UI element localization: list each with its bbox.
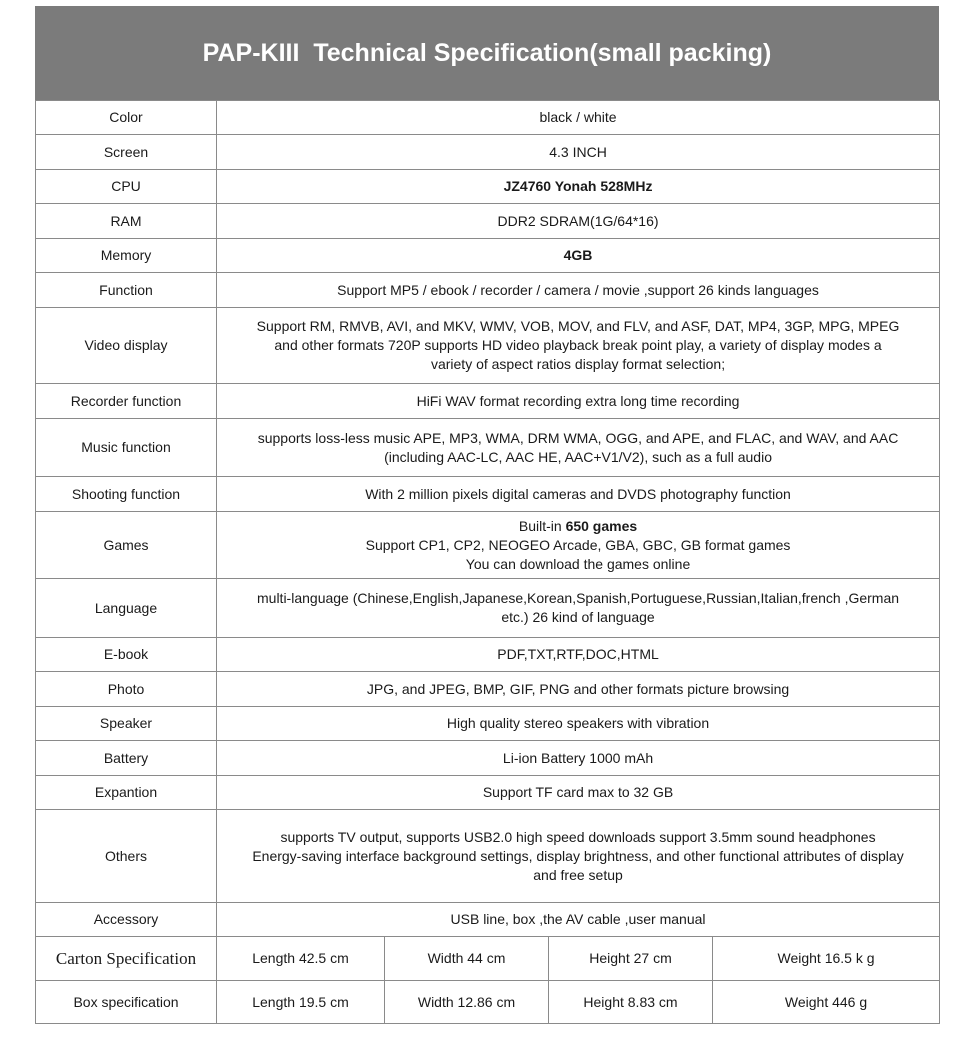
table-row	[36, 239, 940, 273]
row-label: Games	[36, 512, 217, 579]
table-row	[36, 308, 940, 384]
value-line: multi-language (Chinese,English,Japanese,Korean,Spanish,Portuguese,Russian,Italian,french ,German	[257, 590, 900, 606]
table-row	[36, 170, 940, 204]
table-row	[36, 135, 940, 170]
page-title: PAP-KIII Technical Specification(small packing)	[35, 6, 939, 100]
row-label: Function	[36, 273, 217, 308]
carton-height: Height 27 cm	[549, 937, 713, 981]
table-row	[36, 273, 940, 308]
table-row	[36, 810, 940, 903]
carton-label: Carton Specification	[36, 937, 217, 981]
row-label: Shooting function	[36, 477, 217, 512]
value-line: You can download the games online	[465, 555, 691, 572]
row-value: With 2 million pixels digital cameras and DVDS photography function	[217, 477, 940, 512]
row-label: Screen	[36, 135, 217, 170]
row-value: Li-ion Battery 1000 mAh	[217, 741, 940, 776]
box-spec-row	[36, 981, 940, 1024]
table-row	[36, 707, 940, 741]
box-label: Box specification	[36, 981, 217, 1024]
row-value: 4GB	[217, 239, 940, 273]
spec-table	[35, 100, 940, 1024]
table-row	[36, 101, 940, 135]
value-line: etc.) 26 kind of language	[501, 609, 655, 625]
spec-sheet	[35, 6, 939, 1024]
carton-length: Length 42.5 cm	[217, 937, 385, 981]
table-row	[36, 384, 940, 419]
table-row	[36, 672, 940, 707]
row-value	[217, 512, 940, 579]
table-row	[36, 741, 940, 776]
row-label: CPU	[36, 170, 217, 204]
row-label: RAM	[36, 204, 217, 239]
table-row	[36, 204, 940, 239]
row-label: Accessory	[36, 903, 217, 937]
table-row	[36, 903, 940, 937]
row-label: Music function	[36, 419, 217, 477]
row-label: Color	[36, 101, 217, 135]
value-line: Support CP1, CP2, NEOGEO Arcade, GBA, GBC, GB format games	[365, 536, 791, 553]
row-label: Language	[36, 579, 217, 638]
row-value: High quality stereo speakers with vibration	[217, 707, 940, 741]
value-line: and free setup	[533, 866, 623, 883]
table-row	[36, 776, 940, 810]
row-value	[217, 810, 940, 903]
value-line: supports loss-less music APE, MP3, WMA, DRM WMA, OGG, and APE, and FLAC, and WAV, and AAC	[257, 429, 899, 446]
row-label: Memory	[36, 239, 217, 273]
row-value: Support MP5 / ebook / recorder / camera / movie ,support 26 kinds languages	[217, 273, 940, 308]
row-value: HiFi WAV format recording extra long time recording	[217, 384, 940, 419]
value-line: and other formats 720P supports HD video playback break point play, a variety of display modes a	[274, 337, 882, 353]
row-label: Battery	[36, 741, 217, 776]
row-value: Support TF card max to 32 GB	[217, 776, 940, 810]
row-value: JPG, and JPEG, BMP, GIF, PNG and other formats picture browsing	[217, 672, 940, 707]
value-line: Energy-saving interface background settings, display brightness, and other functional attributes of display	[252, 847, 904, 864]
row-label: Video display	[36, 308, 217, 384]
row-value: USB line, box ,the AV cable ,user manual	[217, 903, 940, 937]
row-label: Others	[36, 810, 217, 903]
value-line: (including AAC-LC, AAC HE, AAC+V1/V2), such as a full audio	[384, 448, 772, 465]
table-row	[36, 512, 940, 579]
table-row	[36, 419, 940, 477]
row-label: Recorder function	[36, 384, 217, 419]
value-line: Support RM, RMVB, AVI, and MKV, WMV, VOB, MOV, and FLV, and ASF, DAT, MP4, 3GP, MPG, MPEG	[256, 318, 900, 334]
carton-width: Width 44 cm	[385, 937, 549, 981]
box-weight: Weight 446 g	[713, 981, 940, 1024]
table-row	[36, 477, 940, 512]
row-label: Photo	[36, 672, 217, 707]
row-value: 4.3 INCH	[217, 135, 940, 170]
value-line	[223, 517, 933, 536]
row-value	[217, 308, 940, 384]
box-length: Length 19.5 cm	[217, 981, 385, 1024]
row-value	[217, 579, 940, 638]
box-height: Height 8.83 cm	[549, 981, 713, 1024]
row-value: DDR2 SDRAM(1G/64*16)	[217, 204, 940, 239]
value-line: variety of aspect ratios display format selection;	[430, 356, 726, 372]
value-line: supports TV output, supports USB2.0 high speed downloads support 3.5mm sound headphones	[280, 828, 876, 845]
box-width: Width 12.86 cm	[385, 981, 549, 1024]
games-count: 650 games	[565, 517, 638, 534]
row-value: JZ4760 Yonah 528MHz	[217, 170, 940, 204]
row-label: E-book	[36, 638, 217, 672]
games-prefix: Built-in	[518, 517, 566, 534]
row-value	[217, 419, 940, 477]
row-value: PDF,TXT,RTF,DOC,HTML	[217, 638, 940, 672]
table-row	[36, 638, 940, 672]
carton-weight: Weight 16.5 k g	[713, 937, 940, 981]
table-row	[36, 579, 940, 638]
row-label: Expantion	[36, 776, 217, 810]
row-label: Speaker	[36, 707, 217, 741]
carton-spec-row	[36, 937, 940, 981]
row-value: black / white	[217, 101, 940, 135]
